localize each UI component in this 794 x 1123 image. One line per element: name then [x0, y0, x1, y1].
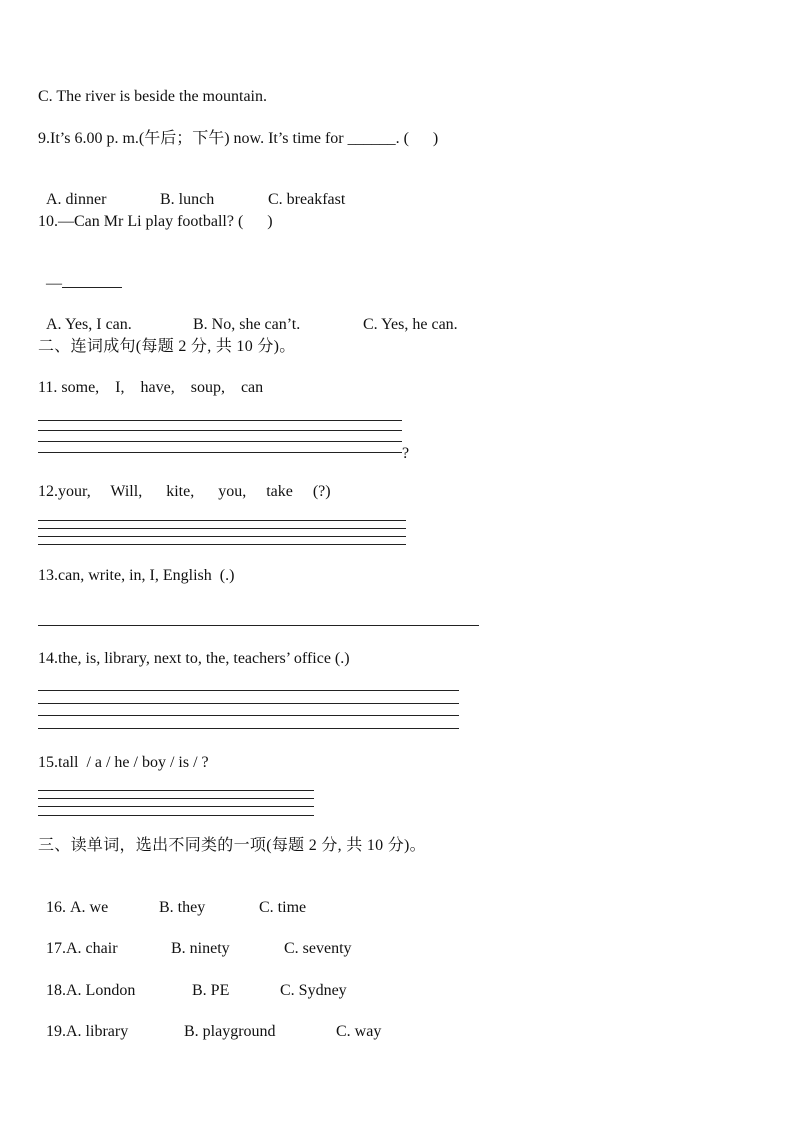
- section2-title: 二、连词成句(每题 2 分, 共 10 分)。: [38, 338, 296, 355]
- q13-answer-rule: [38, 625, 479, 626]
- q17-option-c: C. seventy: [284, 940, 352, 957]
- q10-answer-line: [38, 253, 122, 294]
- q19-number: 19.: [46, 1023, 66, 1040]
- q9-option-c: C. breakfast: [268, 191, 346, 208]
- q17-option-a: A. chair: [66, 940, 118, 957]
- q19-option-a: A. library: [66, 1023, 129, 1040]
- q10-stem: 10.—Can Mr Li play football? ( ): [38, 213, 273, 230]
- q14-answer-rule: [38, 703, 459, 704]
- section3-title: 三、读单词，选出不同类的一项(每题 2 分, 共 10 分)。: [38, 837, 426, 854]
- q8-option-c: C. The river is beside the mountain.: [38, 88, 267, 105]
- q11-words: 11. some, I, have, soup, can: [38, 379, 264, 396]
- q10-option-a: A. Yes, I can.: [46, 316, 132, 333]
- q11-answer-rule: [38, 452, 402, 453]
- q16-row: [38, 878, 306, 918]
- q18-number: 18.: [46, 982, 66, 999]
- q13-words: 13.can, write, in, I, English (.): [38, 567, 235, 584]
- q19-option-b: B. playground: [184, 1023, 276, 1040]
- q16-number: 16.: [46, 899, 70, 916]
- q12-words: 12.your, Will, kite, you, take (?): [38, 483, 331, 500]
- q19-option-c: C. way: [336, 1023, 382, 1040]
- q10-dash: —: [46, 275, 62, 292]
- q16-option-a: A. we: [70, 899, 109, 916]
- q17-row: [38, 919, 352, 959]
- q9-stem: 9.It’s 6.00 p. m.(午后；下午) now. It’s time for ______. ( ): [38, 130, 439, 147]
- q14-answer-rule: [38, 690, 459, 691]
- q9-option-b: B. lunch: [160, 191, 215, 208]
- q11-answer-rule: [38, 441, 402, 442]
- q10-option-b: B. No, she can’t.: [193, 316, 301, 333]
- q10-blank: [62, 273, 122, 288]
- q12-answer-rule: [38, 536, 406, 537]
- q16-option-c: C. time: [259, 899, 307, 916]
- q11-answer-rule: [38, 420, 402, 421]
- q10-option-c: C. Yes, he can.: [363, 316, 458, 333]
- q12-answer-rule: [38, 544, 406, 545]
- q15-answer-rule: [38, 806, 314, 807]
- q18-option-a: A. London: [66, 982, 136, 999]
- q12-answer-rule: [38, 528, 406, 529]
- q14-answer-rule: [38, 728, 459, 729]
- q14-answer-rule: [38, 715, 459, 716]
- q15-answer-rule: [38, 815, 314, 816]
- q15-words: 15.tall / a / he / boy / is / ?: [38, 754, 209, 771]
- q18-option-b: B. PE: [192, 982, 230, 999]
- q11-question-mark: ?: [402, 445, 410, 462]
- q17-option-b: B. ninety: [171, 940, 230, 957]
- q16-option-b: B. they: [159, 899, 206, 916]
- q14-words: 14.the, is, library, next to, the, teachers’ office (.): [38, 650, 350, 667]
- q19-row: [38, 1002, 381, 1042]
- q15-answer-rule: [38, 790, 314, 791]
- q9-option-a: A. dinner: [46, 191, 107, 208]
- q17-number: 17.: [46, 940, 66, 957]
- q18-row: [38, 961, 347, 1001]
- q15-answer-rule: [38, 798, 314, 799]
- q10-options: [38, 295, 458, 335]
- q11-answer-rule: [38, 430, 402, 431]
- q12-answer-rule: [38, 520, 406, 521]
- q18-option-c: C. Sydney: [280, 982, 347, 999]
- q9-options: [38, 170, 345, 210]
